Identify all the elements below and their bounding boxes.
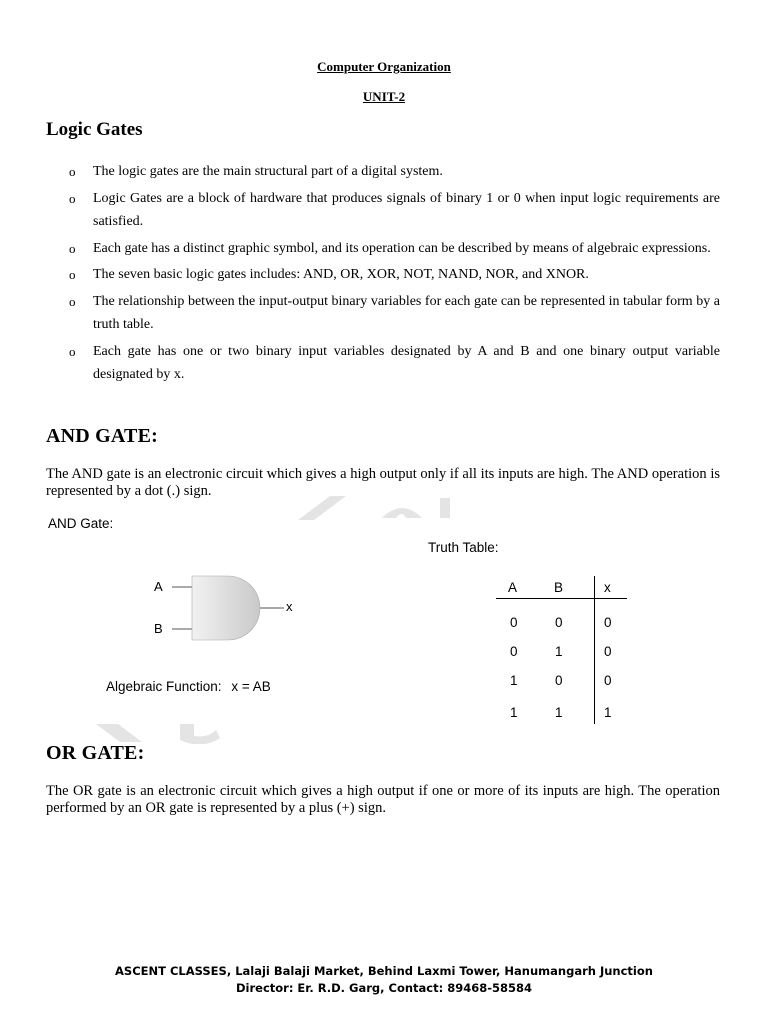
unit-title: UNIT-2 (362, 89, 406, 104)
table-cell: 0 (510, 615, 518, 630)
list-item (66, 187, 720, 234)
algebraic-label: Algebraic Function: (106, 679, 222, 694)
truth-table (496, 576, 628, 726)
table-column-rule (594, 576, 595, 724)
table-cell: 1 (555, 644, 563, 659)
table-cell: 1 (604, 705, 612, 720)
and-gate-description: The AND gate is an electronic circuit which gives a high output only if all its inputs are high. The AND operation is represented by a dot (.) sign. (46, 466, 720, 499)
bullet-marker: o (69, 267, 76, 282)
bullet-marker: o (69, 293, 76, 309)
watermark (96, 722, 226, 744)
output-label: x (286, 599, 293, 614)
list-item (66, 160, 720, 184)
table-cell: 0 (510, 644, 518, 659)
table-cell: 1 (510, 673, 518, 688)
list-item (66, 237, 720, 261)
table-cell: 0 (555, 673, 563, 688)
and-gate-symbol (150, 570, 300, 646)
list-item (66, 290, 720, 337)
bullet-text: The seven basic logic gates includes: AND, OR, XOR, NOT, NAND, NOR, and XNOR. (93, 267, 589, 282)
table-cell: 0 (555, 615, 563, 630)
input-b-label: B (154, 621, 163, 636)
truth-table-title: Truth Table: (428, 540, 499, 555)
course-title: Computer Organization (317, 59, 451, 74)
bullet-marker: o (69, 164, 76, 179)
table-cell: 0 (604, 615, 612, 630)
table-cell: 1 (555, 705, 563, 720)
list-item (66, 340, 720, 387)
section-title-and-gate: AND GATE: (46, 425, 158, 447)
bullet-marker: o (69, 343, 76, 359)
or-gate-description: The OR gate is an electronic circuit which gives a high output if one or more of its inputs are high. The operation performed by an OR gate is represented by a plus (+) sign. (46, 783, 720, 816)
algebraic-function (106, 679, 271, 694)
list-item (66, 263, 720, 287)
bullet-text: The relationship between the input-output binary variables for each gate can be represented in tabular form by a truth table. (93, 293, 720, 332)
bullet-text: Each gate has one or two binary input variables designated by A and B and one binary output variable designated by x. (93, 343, 720, 382)
algebraic-expression: x = AB (231, 679, 271, 694)
bullet-marker: o (69, 240, 76, 256)
table-cell: 0 (604, 644, 612, 659)
footer-address: ASCENT CLASSES, Lalaji Balaji Market, Behind Laxmi Tower, Hanumangarh Junction (115, 964, 653, 978)
table-header-b: B (554, 580, 564, 595)
bullet-text: Each gate has a distinct graphic symbol, and its operation can be described by means of algebraic expressions. (93, 240, 711, 256)
figure-caption: AND Gate: (48, 516, 114, 531)
and-gate-body (192, 576, 260, 640)
bullet-text: Logic Gates are a block of hardware that produces signals of binary 1 or 0 when input logic requirements are satisfied. (93, 190, 720, 229)
section-title-or-gate: OR GATE: (46, 742, 145, 764)
footer-contact: Director: Er. R.D. Garg, Contact: 89468-58584 (235, 981, 533, 995)
section-title-logic-gates: Logic Gates (46, 119, 143, 140)
bullet-text: The logic gates are the main structural part of a digital system. (93, 164, 443, 179)
table-cell: 1 (510, 705, 518, 720)
logic-gates-bullet-list (66, 160, 720, 390)
table-header-rule (496, 598, 627, 599)
bullet-marker: o (69, 190, 76, 206)
input-a-label: A (154, 579, 163, 594)
table-header-a: A (508, 580, 518, 595)
table-cell: 0 (604, 673, 612, 688)
table-header-x: x (604, 580, 611, 595)
footer (0, 963, 768, 997)
